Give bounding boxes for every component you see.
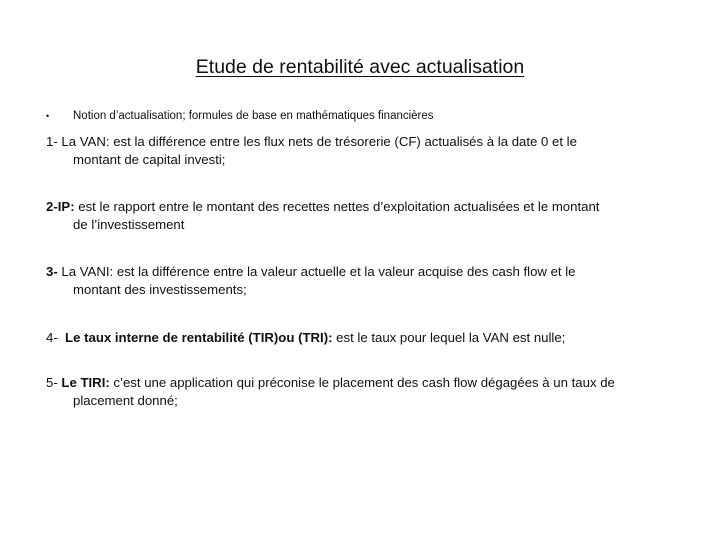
item-number: 4- [46, 330, 58, 345]
item-term: IP: [57, 199, 75, 214]
item-term: Le TIRI: [57, 375, 110, 390]
slide-title: Etude de rentabilité avec actualisation [195, 56, 525, 78]
item-definition-continued: montant des investissements; [73, 282, 247, 297]
item-definition: est le taux pour lequel la VAN est nulle; [332, 330, 566, 345]
item-number: 1- [46, 134, 58, 149]
bullet-line [46, 110, 434, 122]
bullet-text: Notion d’actualisation; formules de base en mathématiques financières [73, 110, 434, 122]
item-term: Le taux interne de rentabilité (TIR)ou (TRI): [57, 330, 333, 345]
item-definition-continued: placement donné; [73, 393, 178, 408]
item-definition: est la différence entre la valeur actuelle et la valeur acquise des cash flow et le [113, 264, 576, 279]
list-item-van [46, 133, 677, 169]
list-item-vani [46, 263, 677, 299]
list-item-tiri [46, 374, 677, 410]
item-number: 3- [46, 264, 58, 279]
item-definition: est le rapport entre le montant des recettes nettes d’exploitation actualisées et le montant [74, 199, 600, 214]
item-definition-continued: de l’investissement [73, 217, 185, 232]
item-number: 5- [46, 375, 58, 390]
item-definition: c’est une application qui préconise le placement des cash flow dégagées à un taux de [109, 375, 615, 390]
list-item-ip [46, 198, 677, 234]
item-number: 2- [46, 199, 58, 214]
item-term: La VANI: [57, 264, 114, 279]
item-definition: est la différence entre les flux nets de trésorerie (CF) actualisés à la date 0 et le [109, 134, 577, 149]
item-term: La VAN: [57, 134, 110, 149]
item-definition-continued: montant de capital investi; [73, 152, 226, 167]
list-item-tir [46, 329, 677, 347]
bullet-marker: • [46, 111, 50, 121]
